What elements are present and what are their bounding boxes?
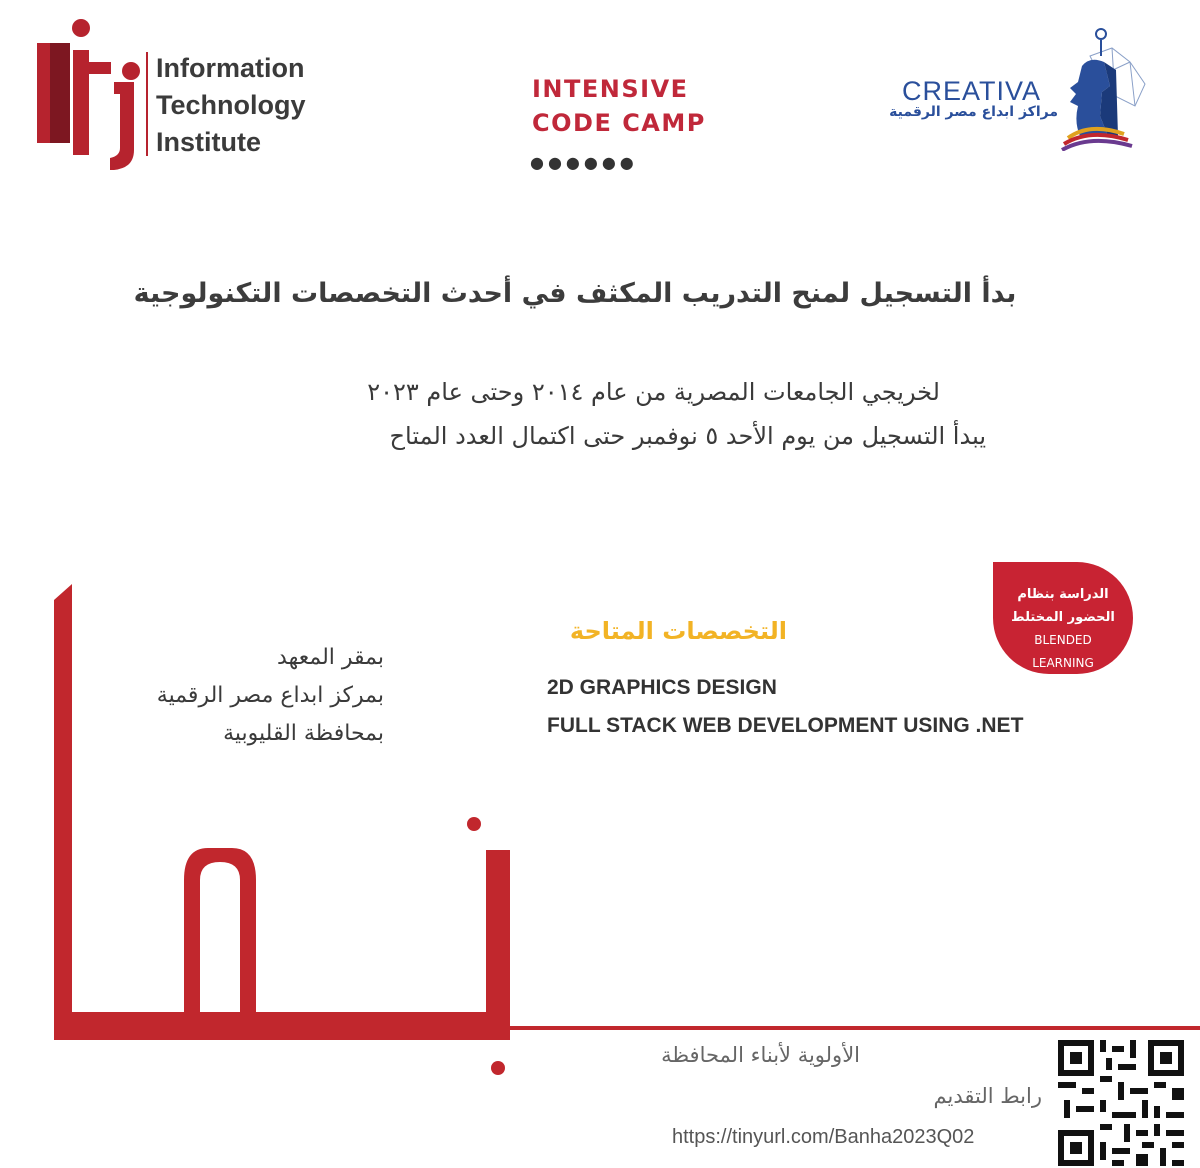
eligibility-text: لخريجي الجامعات المصرية من عام ٢٠١٤ وحتى عام ٢٠٢٣ bbox=[367, 378, 940, 406]
specializations-title: التخصصات المتاحة bbox=[569, 617, 787, 645]
banha-calligraphy bbox=[50, 580, 520, 1080]
iti-line-2: Technology bbox=[156, 90, 306, 120]
creativa-pharaoh-icon bbox=[1060, 26, 1155, 151]
iti-logo-icon bbox=[32, 10, 144, 172]
code-camp-line-1: INTENSIVE bbox=[532, 75, 689, 103]
code-camp-title bbox=[532, 72, 706, 140]
badge-ar-line-2: الحضور المختلط bbox=[1011, 610, 1115, 625]
location-line: بمقر المعهد bbox=[277, 645, 384, 670]
registration-date-text: يبدأ التسجيل من يوم الأحد ٥ نوفمبر حتى اكتمال العدد المتاح bbox=[389, 422, 986, 450]
iti-logo-text bbox=[156, 50, 306, 161]
code-camp-line-2: CODE CAMP bbox=[532, 109, 706, 137]
badge-en-line-1: BLENDED bbox=[1034, 633, 1092, 647]
creativa-wordmark: CREATIVA bbox=[902, 76, 1042, 106]
location-line: بمحافظة القليوبية bbox=[223, 721, 384, 746]
specialization-item: 2D GRAPHICS DESIGN bbox=[547, 676, 777, 699]
code-camp-dots: ●●●●●● bbox=[530, 153, 638, 172]
footer-divider-line bbox=[58, 1026, 1200, 1030]
blended-learning-badge bbox=[993, 562, 1133, 674]
main-headline: بدأ التسجيل لمنح التدريب المكثف في أحدث التخصصات التكنولوجية bbox=[133, 278, 1017, 309]
apply-url-link[interactable]: https://tinyurl.com/Banha2023Q02 bbox=[672, 1126, 975, 1148]
specialization-item: FULL STACK WEB DEVELOPMENT USING .NET bbox=[547, 714, 1024, 737]
priority-note: الأولوية لأبناء المحافظة bbox=[661, 1043, 860, 1067]
iti-line-3: Institute bbox=[156, 127, 261, 157]
location-line: بمركز ابداع مصر الرقمية bbox=[156, 683, 384, 708]
creativa-arabic-name: مراكز ابداع مصر الرقمية bbox=[889, 104, 1058, 120]
badge-en-line-2: LEARNING bbox=[1032, 656, 1094, 670]
apply-link-label: رابط التقديم bbox=[933, 1084, 1042, 1108]
qr-code-icon[interactable] bbox=[1058, 1040, 1184, 1166]
iti-line-1: Information bbox=[156, 53, 305, 83]
logo-separator bbox=[146, 52, 148, 156]
badge-ar-line-1: الدراسة بنظام bbox=[1017, 587, 1109, 602]
